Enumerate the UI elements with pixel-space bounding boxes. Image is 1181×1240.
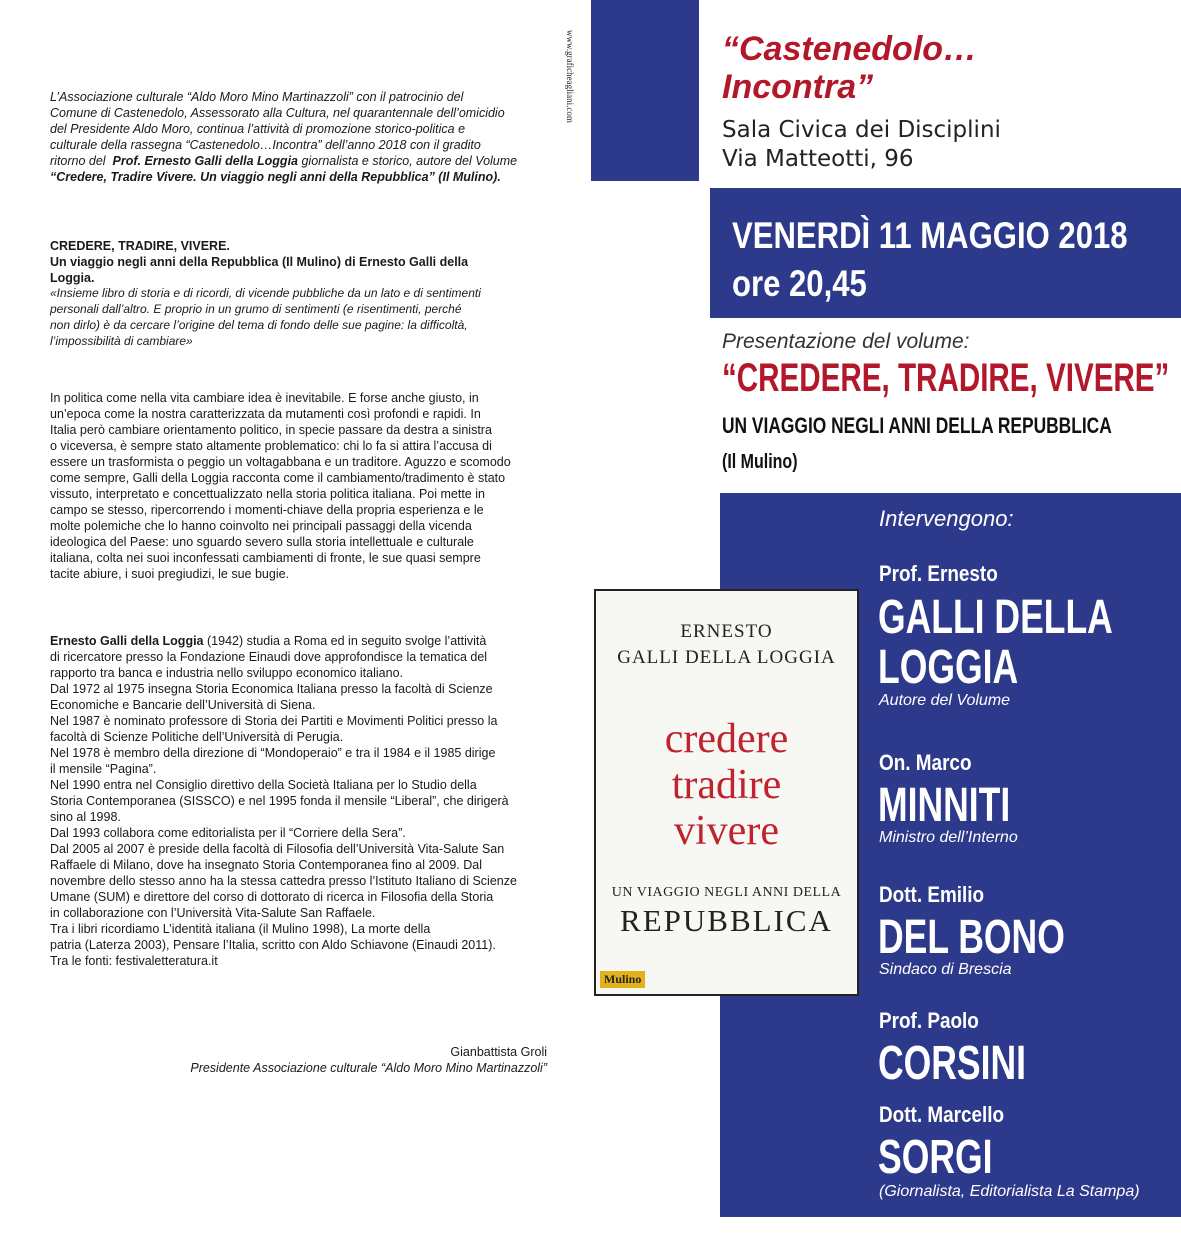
body-line: un’epoca come la nostra caratterizzata da mutamenti così profondi e rapidi. In <box>50 407 481 421</box>
bio-line: Tra i libri ricordiamo L’identità italiana (il Mulino 1998), La morte della <box>50 922 431 936</box>
body-line: o viceversa, è sempre stato altamente problematico: chi lo fa si attira l’accusa di <box>50 439 492 453</box>
body-line: Italia però cambiare orientamento politico, in specie passare da destra a sinistra <box>50 423 492 437</box>
bio-line: novembre dello stesso anno ha la stessa cattedra presso l’Istituto Italiano di Scienze <box>50 874 517 888</box>
cover-title-line: vivere <box>674 808 779 854</box>
body-line: essere un trasformista o peggio un voltagabbana e un traditore. Aguzzo e scomodo <box>50 455 511 469</box>
book-subheading: Un viaggio negli anni della Repubblica (Il Mulino) di Ernesto Galli della <box>50 255 469 269</box>
bio-line: sino al 1998. <box>50 810 121 824</box>
book-subheading: Loggia. <box>50 271 95 285</box>
signature-name: Gianbattista Groli <box>450 1045 547 1059</box>
body-line: ideologica del Paese: uno sguardo severo sulla storia intellettuale e culturale <box>50 535 474 549</box>
event-date: VENERDÌ 11 MAGGIO 2018 <box>732 215 1128 256</box>
body-line: italiana, colta nei suoi inconfessati cambiamenti di fronte, le sue quasi sempre <box>50 551 481 565</box>
intro-line: Comune di Castenedolo, Assessorato alla Cultura, nel quarantennale dell’omicidio <box>50 106 505 120</box>
venue <box>722 116 1001 174</box>
printer-credit: www.graficheagliani.com <box>565 30 575 123</box>
top-left-blue-block <box>591 0 699 181</box>
author-highlight: Prof. Ernesto Galli della Loggia <box>112 154 298 168</box>
speaker-title: Dott. Emilio <box>879 882 985 907</box>
bio-paragraph <box>50 633 547 969</box>
quote-paragraph <box>50 285 547 349</box>
cover-publisher-logo: Mulino <box>600 971 645 988</box>
intro-line: ritorno del Prof. Ernesto Galli della Loggia giornalista e storico, autore del Volume <box>50 154 518 168</box>
quote-line: «Insieme libro di storia e di ricordi, di vicende pubbliche da un lato e di sentimenti <box>50 286 481 300</box>
bio-line: Dal 2005 al 2007 è preside della facoltà di Filosofia dell’Università Vita-Salute San <box>50 842 505 856</box>
signature-block <box>50 1044 547 1076</box>
series-title-line: “Castenedolo… <box>722 30 978 68</box>
date-banner <box>710 188 1181 318</box>
bio-line: Nel 1987 è nominato professore di Storia dei Partiti e Movimenti Politici presso la <box>50 714 498 728</box>
body-line: come sempre, Galli della Loggia racconta come il cambiamento/tradimento è stato <box>50 471 506 485</box>
cover-author-first: ERNESTO <box>680 621 773 642</box>
book-heading: CREDERE, TRADIRE, VIVERE. <box>50 239 230 253</box>
speaker-name: MINNITI <box>878 779 1011 832</box>
bio-line: facoltà di Scienze Politiche dell’Università di Perugia. <box>50 730 344 744</box>
event-time: ore 20,45 <box>732 263 867 304</box>
speaker-role: Ministro dell’Interno <box>879 829 1018 846</box>
speaker-name: DEL BONO <box>878 911 1065 964</box>
body-line: campo se stesso, ripercorrendo i momenti-chiave della propria esperienza e le <box>50 503 484 517</box>
intro-line: culturale della rassegna “Castenedolo…Incontra” dell’anno 2018 con il gradito <box>50 138 481 152</box>
body-line: In politica come nella vita cambiare idea è inevitabile. E forse anche giusto, in <box>50 391 479 405</box>
bio-line: Umane (SUM) e direttore del corso di dottorato di ricerca in Filosofia della Storia <box>50 890 494 904</box>
bio-line: Storia Contemporanea (SISSCO) e nel 1995 fonda il mensile “Liberal”, che dirigerà <box>50 794 509 808</box>
cover-author-last: GALLI DELLA LOGGIA <box>617 647 836 668</box>
cover-title-line: credere <box>664 716 789 762</box>
series-title <box>722 30 977 106</box>
body-line: vissuto, interpretato e concettualizzato nella storia politica italiana. Poi mette in <box>50 487 485 501</box>
speakers-label: Intervengono: <box>879 506 1014 531</box>
intro-line: del Presidente Aldo Moro, continua l’attività di promozione storico-politica e <box>50 122 466 136</box>
cover-subtitle: UN VIAGGIO NEGLI ANNI DELLA <box>611 885 842 900</box>
intro-paragraph <box>50 89 547 185</box>
book-subtitle: UN VIAGGIO NEGLI ANNI DELLA REPUBBLICA <box>722 413 1112 438</box>
cover-title-line: tradire <box>671 762 782 808</box>
quote-line: l’impossibilità di cambiare» <box>50 334 193 348</box>
venue-hall: Sala Civica dei Disciplini <box>722 117 1001 143</box>
quote-line: personali dall’altro. E proprio in un grumo di sentimenti (e risentimenti, perché <box>50 302 462 316</box>
bio-line: Raffaele di Milano, dove ha insegnato Storia Contemporanea fino al 2009. Dal <box>50 858 482 872</box>
intro-book-title: “Credere, Tradire Vivere. Un viaggio negli anni della Repubblica” (Il Mulino). <box>50 170 501 184</box>
bio-line: il mensile “Pagina”. <box>50 762 157 776</box>
speaker-title: On. Marco <box>879 750 972 775</box>
intro-line: L’Associazione culturale “Aldo Moro Mino Martinazzoli” con il patrocinio del <box>50 90 464 104</box>
body-line: tacite abiure, i suoi pregiudizi, le sue bugie. <box>50 567 290 581</box>
cover-subtitle-big: REPUBBLICA <box>620 903 833 938</box>
bio-line: rapporto tra banca e industria nello sviluppo economico italiano. <box>50 666 403 680</box>
bio-line: Dal 1993 collabora come editorialista per il “Corriere della Sera”. <box>50 826 406 840</box>
venue-address: Via Matteotti, 96 <box>722 146 914 172</box>
book-cover <box>594 589 859 996</box>
body-paragraph <box>50 390 547 582</box>
bio-line: in collaborazione con l’Università Vita-Salute San Raffaele. <box>50 906 376 920</box>
speaker-title: Prof. Ernesto <box>879 561 998 586</box>
presentation-label: Presentazione del volume: <box>722 330 970 353</box>
bio-line: Tra le fonti: festivaletteratura.it <box>50 954 218 968</box>
signature-role: Presidente Associazione culturale “Aldo Moro Mino Martinazzoli” <box>190 1061 547 1075</box>
book-title: “CREDERE, TRADIRE, VIVERE” <box>722 356 1170 400</box>
bio-name: Ernesto Galli della Loggia <box>50 634 204 648</box>
bio-line: Ernesto Galli della Loggia (1942) studia a Roma ed in seguito svolge l’attività <box>50 634 487 648</box>
bio-line: Nel 1978 è membro della direzione di “Mondoperaio” e tra il 1984 e il 1985 dirige <box>50 746 496 760</box>
quote-line: non dirlo) è da cercare l’origine del tema di fondo delle sue pagine: la difficoltà, <box>50 318 468 332</box>
speaker-role: Autore del Volume <box>879 692 1011 709</box>
speaker-name: SORGI <box>878 1131 993 1184</box>
bio-line: di ricercatore presso la Fondazione Einaudi dove approfondisce la tematica del <box>50 650 488 664</box>
book-publisher: (Il Mulino) <box>722 451 798 473</box>
speaker-title: Prof. Paolo <box>879 1008 979 1033</box>
series-title-line: Incontra” <box>722 68 874 106</box>
book-heading-block <box>50 238 547 286</box>
speaker-name: CORSINI <box>878 1037 1027 1090</box>
bio-line: Economiche e Bancarie dell’Università di Siena. <box>50 698 316 712</box>
body-line: molte polemiche che lo hanno coinvolto nei principali passaggi della vicenda <box>50 519 472 533</box>
speaker-name: GALLI DELLA <box>878 591 1113 644</box>
speaker-name: LOGGIA <box>878 641 1019 694</box>
bio-line: patria (Laterza 2003), Pensare l’Italia, scritto con Aldo Schiavone (Einaudi 2011). <box>50 938 496 952</box>
speaker-role: (Giornalista, Editorialista La Stampa) <box>879 1183 1140 1200</box>
bio-line: Nel 1990 entra nel Consiglio direttivo della Società Italiana per lo Studio della <box>50 778 477 792</box>
speaker-title: Dott. Marcello <box>879 1102 1005 1127</box>
bio-line: Dal 1972 al 1975 insegna Storia Economica Italiana presso la facoltà di Scienze <box>50 682 493 696</box>
speaker-role: Sindaco di Brescia <box>879 961 1012 978</box>
